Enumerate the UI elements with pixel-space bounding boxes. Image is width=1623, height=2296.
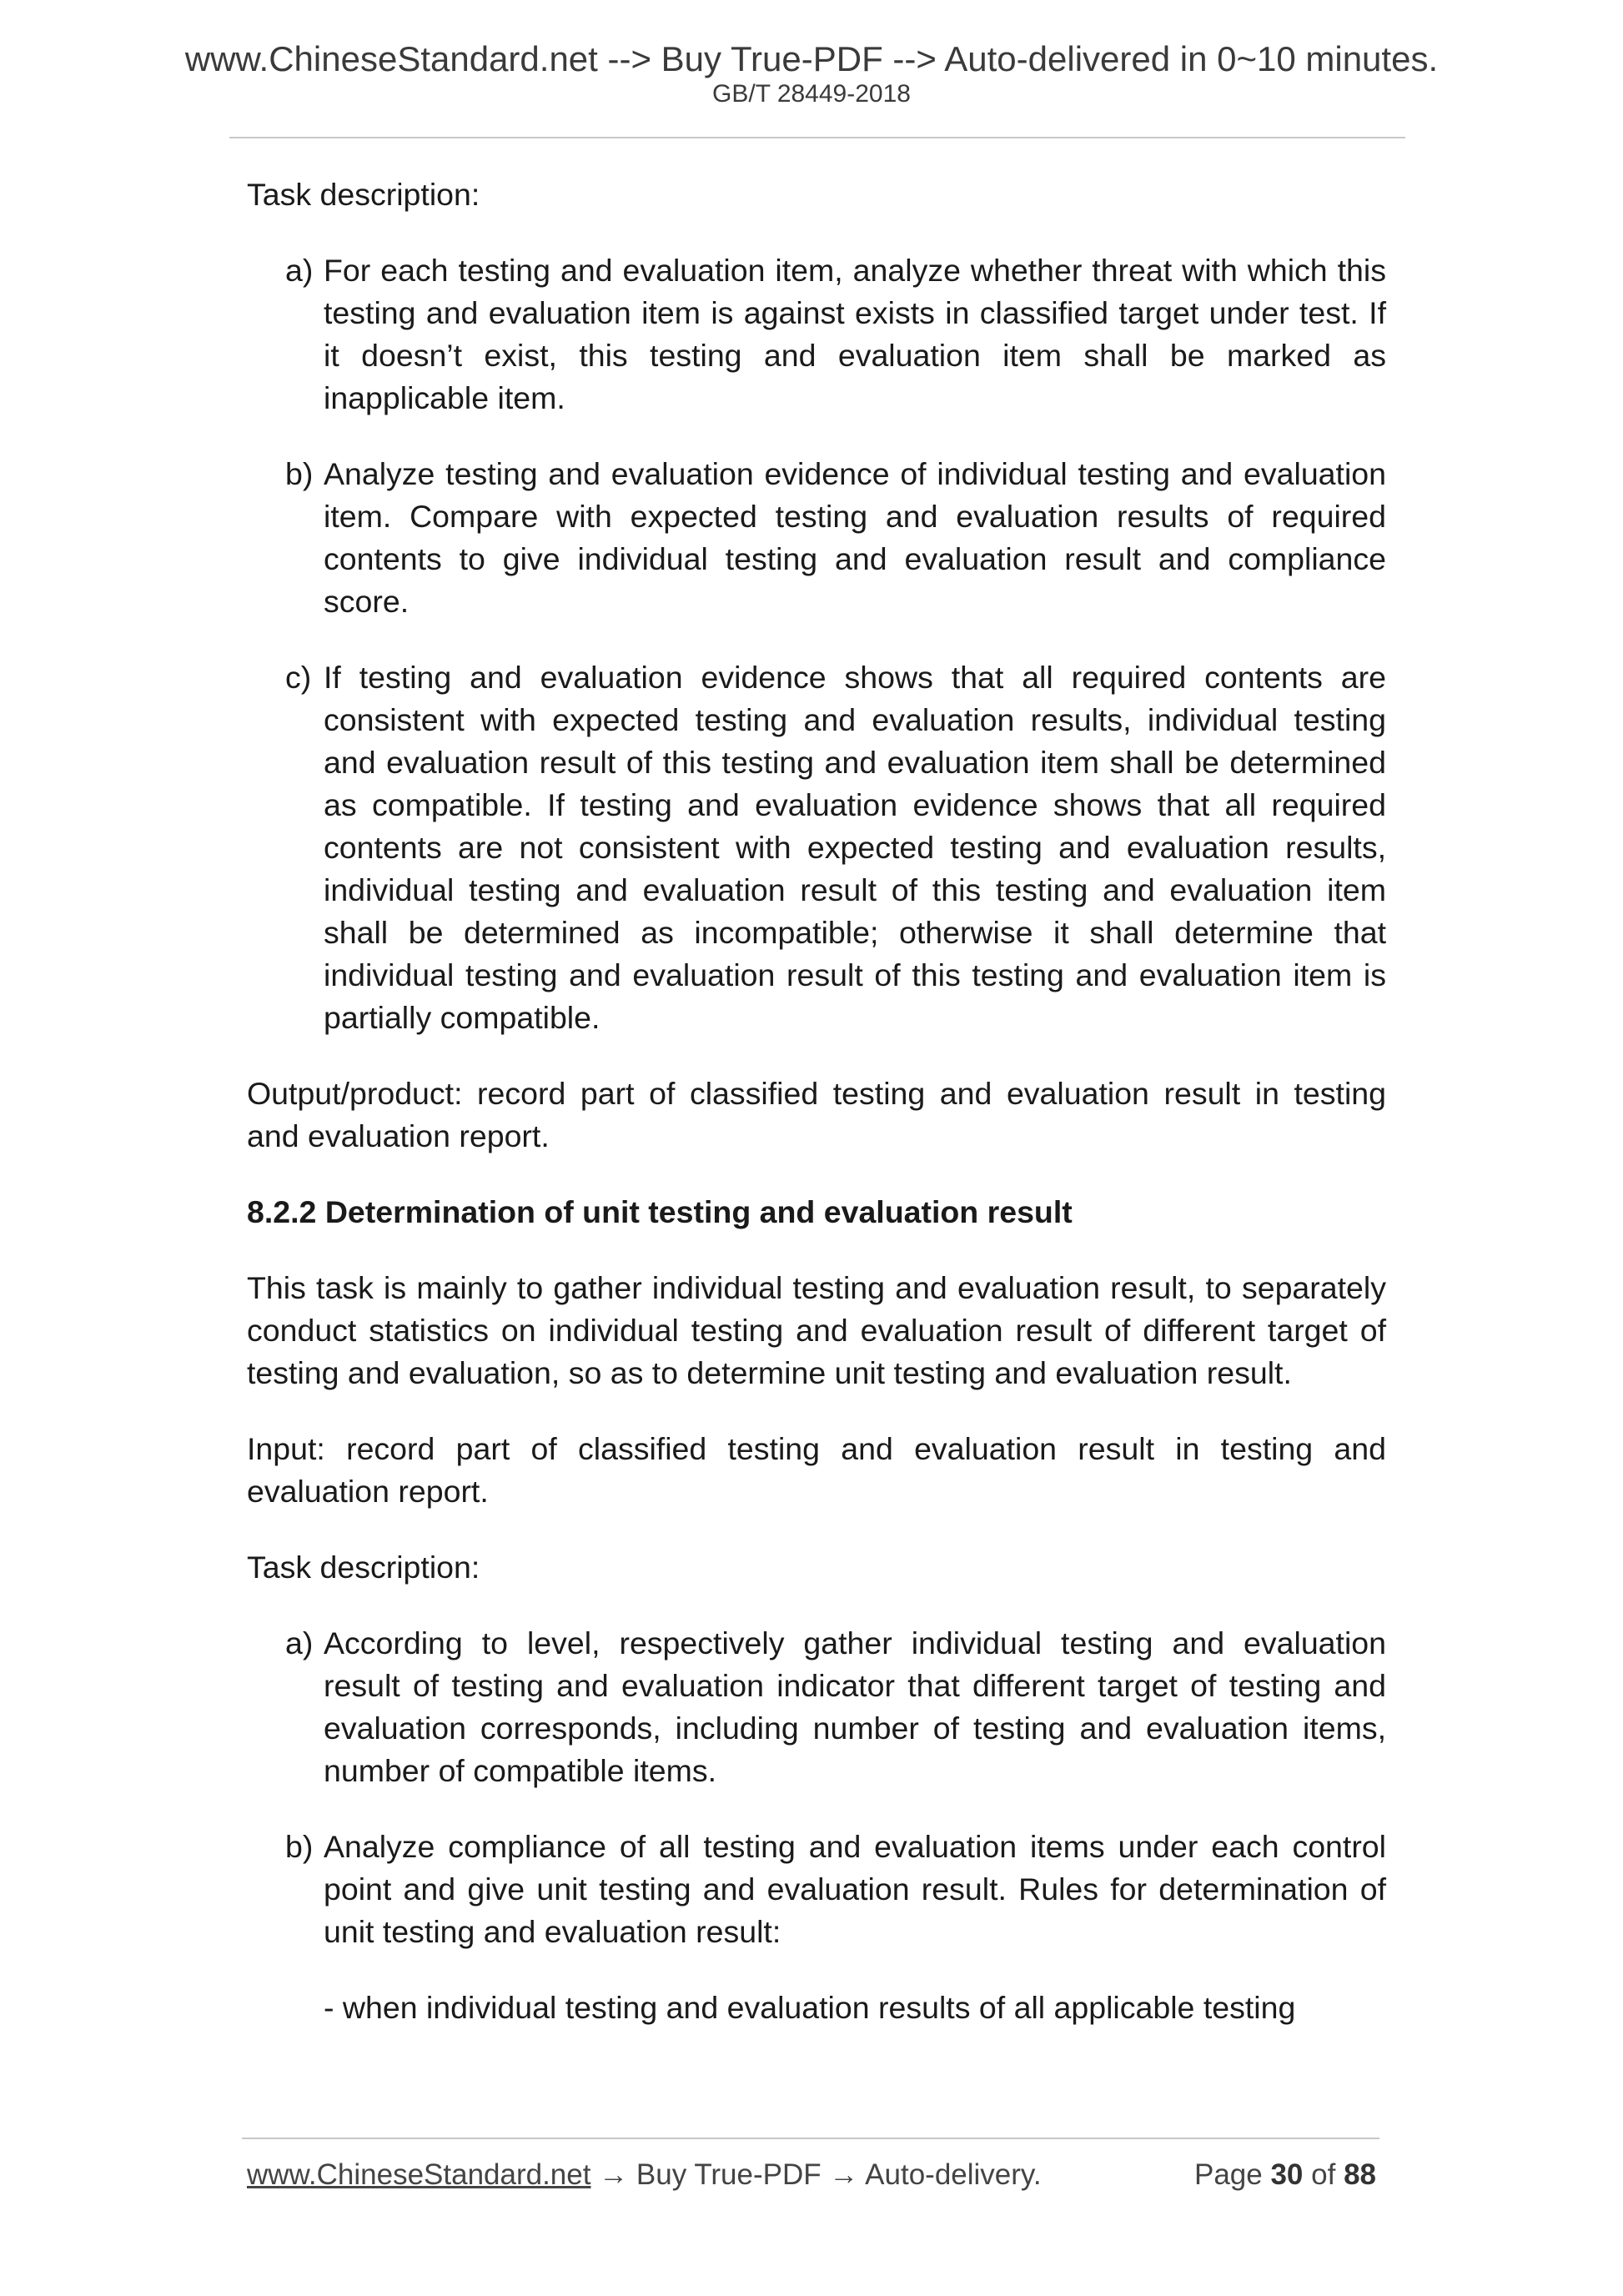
page-indicator	[1194, 2158, 1376, 2192]
list-item	[285, 656, 1386, 1039]
standard-number: GB/T 28449-2018	[712, 80, 911, 108]
list-item-label: b)	[285, 1829, 314, 1864]
list-item-text: Analyze compliance of all testing and evaluation items under each control point and give unit testing and evaluation result. Rules for determination of unit testing and evaluation result:	[324, 1829, 1386, 1949]
dash-list-line: - when individual testing and evaluation results of all applicable testing	[324, 1990, 1296, 2025]
list-item-label: c)	[285, 660, 312, 695]
section-heading: 8.2.2 Determination of unit testing and evaluation result	[247, 1194, 1073, 1229]
footer-tagline: → Buy True-PDF → Auto-delivery.	[590, 2158, 1042, 2191]
footer-divider	[242, 2138, 1379, 2139]
footer	[247, 2158, 1376, 2192]
list-item	[285, 1622, 1386, 1792]
document-body	[247, 173, 1386, 2029]
header-banner: www.ChineseStandard.net --> Buy True-PDF --> Auto-delivered in 0~10 minutes.	[184, 39, 1439, 78]
page-of: of	[1311, 2158, 1336, 2191]
output-paragraph: Output/product: record part of classified testing and evaluation result in testing and evaluation report.	[247, 1076, 1386, 1153]
list-item-label: b)	[285, 456, 314, 491]
list-item	[285, 453, 1386, 623]
page-current: 30	[1270, 2158, 1304, 2191]
section-intro: This task is mainly to gather individual testing and evaluation result, to separately conduct statistics on individual testing and evaluation result of different target of testing and evaluation, so as to determine unit testing and evaluation result.	[247, 1270, 1386, 1390]
header-divider	[229, 137, 1405, 138]
list-item	[285, 249, 1386, 420]
list-item-label: a)	[285, 253, 314, 288]
list-item-text: According to level, respectively gather individual testing and evaluation result of testing and evaluation indicator that different target of testing and evaluation corresponds, including number of testing and evaluation items, number of compatible items.	[324, 1625, 1386, 1788]
list-item	[285, 1826, 1386, 1953]
list-item-text: If testing and evaluation evidence shows that all required contents are consistent with expected testing and evaluation results, individual testing and evaluation result of this testing and evaluation item shall be determined as compatible. If testing and evaluation evidence shows that all required contents are not consistent with expected testing and evaluation results, individual testing and evaluation result of this testing and evaluation item shall be determined as incompatible; otherwise it shall determine that individual testing and evaluation result of this testing and evaluation item is partially compatible.	[324, 660, 1386, 1035]
list-item-text: Analyze testing and evaluation evidence of individual testing and evaluation item. Compare with expected testing and evaluation results of required contents to give individual testing and evaluation result and compliance score.	[324, 456, 1386, 619]
list-item-label: a)	[285, 1625, 314, 1660]
task-description-label: Task description:	[247, 177, 480, 212]
page-word: Page	[1193, 2158, 1263, 2191]
page-total: 88	[1344, 2158, 1376, 2191]
task-description-label: Task description:	[247, 1550, 480, 1585]
footer-left	[247, 2158, 1042, 2192]
input-paragraph: Input: record part of classified testing and evaluation result in testing and evaluation report.	[247, 1431, 1386, 1509]
list-item-text: For each testing and evaluation item, analyze whether threat with which this testing and evaluation item is against exists in classified target under test. If it doesn’t exist, this testing and evaluation item shall be marked as inapplicable item.	[324, 253, 1386, 415]
footer-site-link[interactable]: www.ChineseStandard.net	[247, 2158, 591, 2191]
